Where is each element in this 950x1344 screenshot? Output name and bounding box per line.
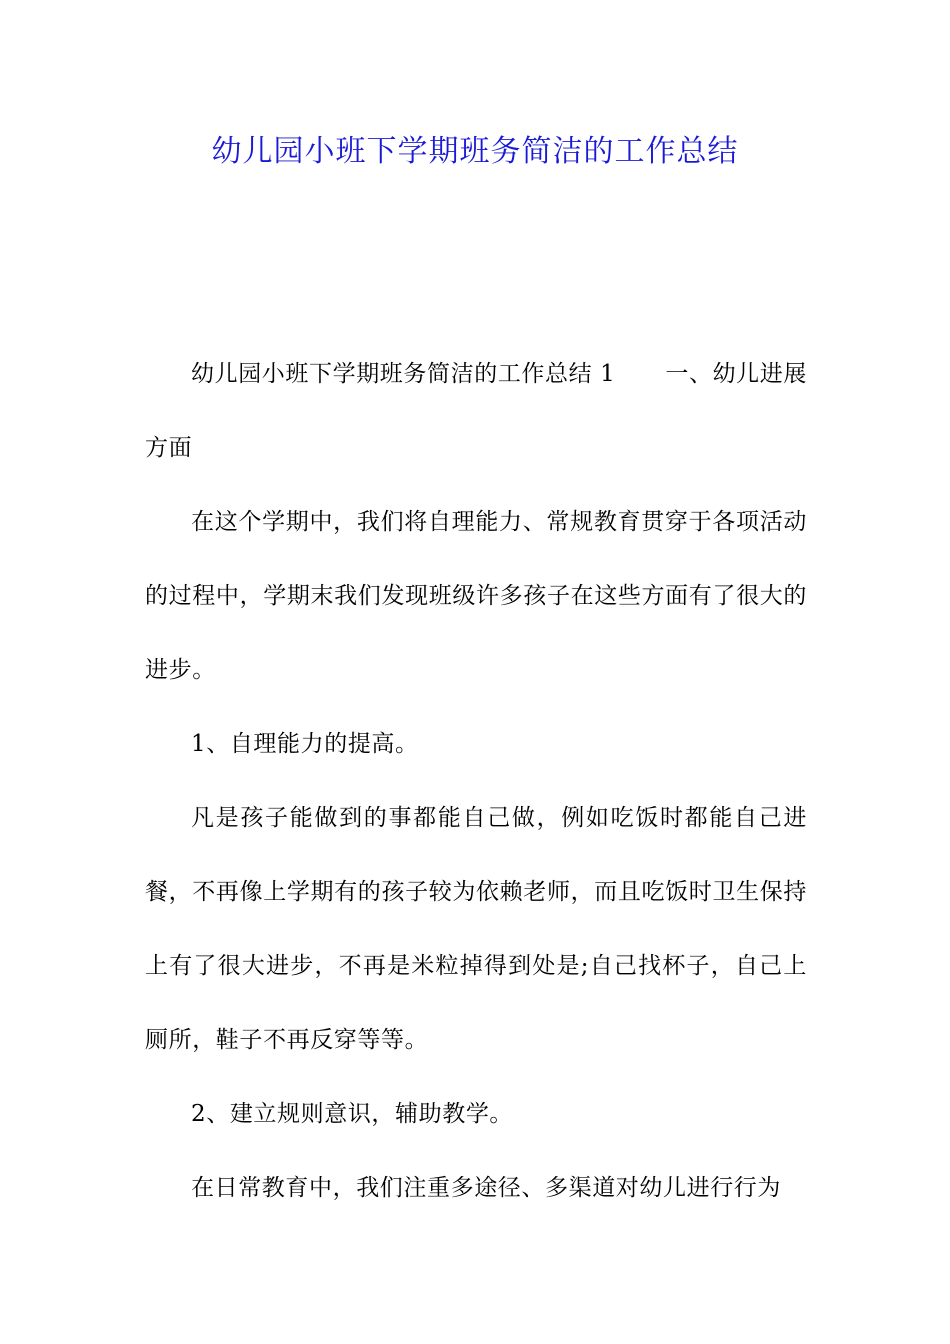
paragraph: 在这个学期中，我们将自理能力、常规教育贯穿于各项活动的过程中，学期末我们发现班级许多孩子在这些方面有了很大的进步。 bbox=[145, 509, 807, 683]
section-heading-progress: 一、幼儿进展方面 bbox=[145, 361, 807, 461]
paragraph: 在日常教育中，我们注重多途径、多渠道对幼儿进行行为 bbox=[191, 1175, 781, 1201]
paragraph: 凡是孩子能做到的事都能自己做，例如吃饭时都能自己进餐，不再像上学期有的孩子较为依赖老师，而且吃饭时卫生保持上有了很大进步，不再是米粒掉得到处是;自己找杯子，自己上厕所，鞋子不再反穿等等。 bbox=[145, 805, 807, 1053]
section-summary-label: 幼儿园小班下学期班务简洁的工作总结 1 bbox=[191, 361, 616, 387]
paragraph-section-heading bbox=[145, 337, 807, 485]
document-title: 幼儿园小班下学期班务简洁的工作总结 bbox=[211, 134, 739, 169]
document-body bbox=[145, 337, 807, 1225]
subheading-rules-awareness: 2、建立规则意识，辅助教学。 bbox=[191, 1101, 514, 1127]
subheading-self-care: 1、自理能力的提高。 bbox=[191, 731, 419, 757]
